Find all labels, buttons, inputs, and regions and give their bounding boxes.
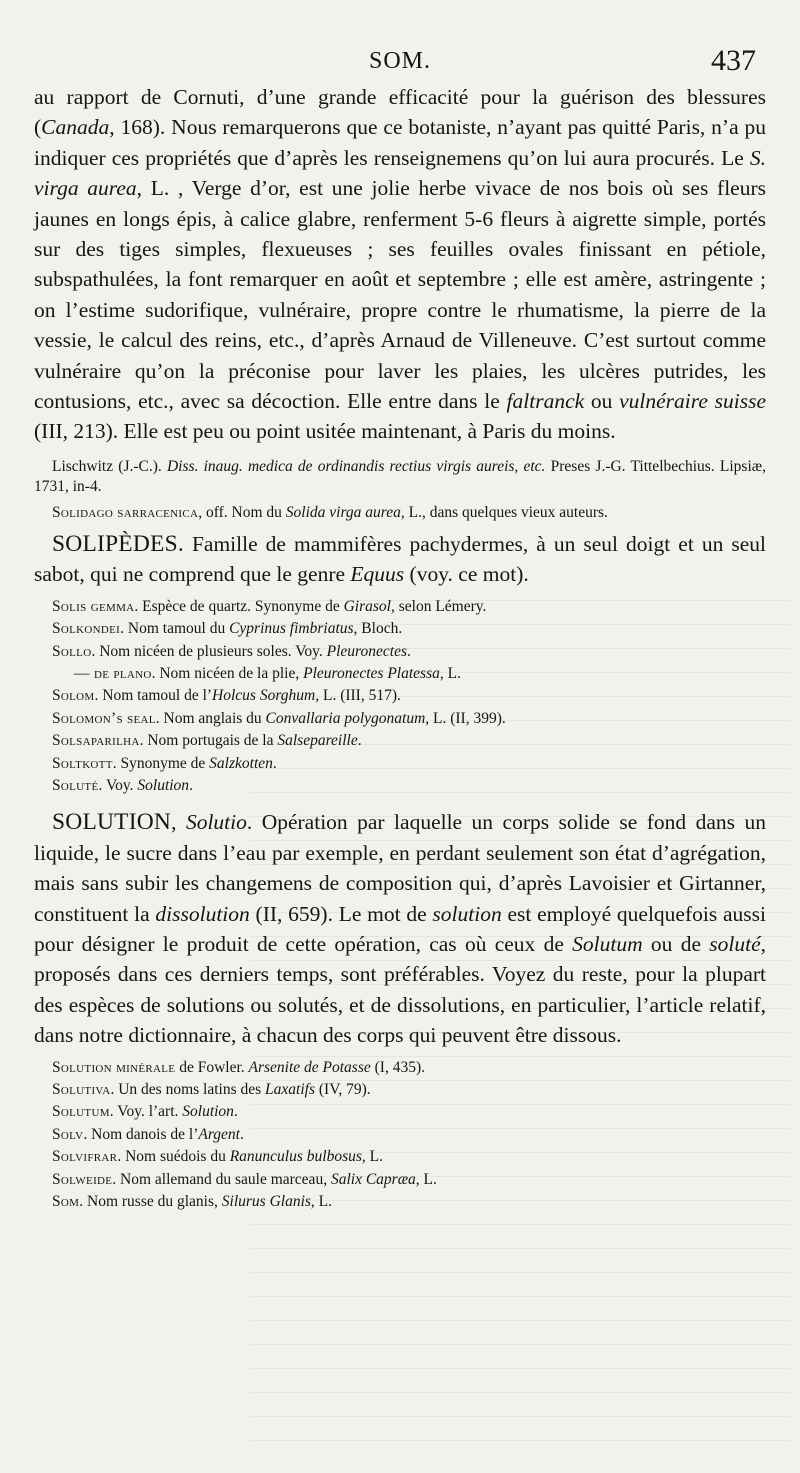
page-number: 437 — [711, 44, 756, 77]
entry-headword: Soltkott — [52, 754, 113, 772]
italic-text: Argent — [198, 1125, 240, 1143]
italic-text: vulnéraire suisse — [619, 389, 766, 414]
italic-text: Girasol — [343, 597, 391, 615]
italic-text: Solida virga aurea — [285, 503, 401, 521]
entry-headword: Solomon’s seal — [52, 709, 156, 727]
entry-solomons-seal — [34, 708, 766, 730]
paragraph-text: , — [171, 810, 186, 835]
entry-headword: Solvifrar — [52, 1148, 118, 1166]
entry-text: . Nom tamoul du — [120, 620, 230, 638]
entry-text: . Nom nicéen de plusieurs soles. Voy. — [91, 642, 327, 660]
entry-solsaparilha — [34, 730, 766, 752]
entry-text: . — [357, 732, 362, 750]
entry-headword: Solution minérale — [52, 1058, 176, 1076]
entry-text: , L., dans quelques vieux auteurs. — [400, 503, 608, 521]
entry-text: , selon Lémery. — [390, 597, 487, 615]
paragraph-text: , 168). Nous remarquerons que ce botaniste, n’ayant pas quitté Paris, n’a pu indiquer ces propriétés que d’après les renseignemens qu’on lui aura procurés. Le — [34, 115, 766, 170]
virga-aurea-paragraph — [34, 82, 766, 447]
entry-text: . Nom allemand du saule marceau, — [112, 1170, 331, 1188]
italic-text: Laxatifs — [265, 1081, 315, 1098]
entry-headword: Solsaparilha — [52, 732, 140, 750]
entry-solweide — [34, 1169, 766, 1191]
entry-text: . — [233, 1103, 238, 1121]
italic-text: solution — [432, 901, 502, 926]
entry-text: . Synonyme de — [112, 754, 210, 772]
paragraph-text: est employé quelquefois aussi pour désigner le produit de cette opération, cas où ceux de — [34, 901, 766, 956]
italic-text: Diss. inaug. medica de ordinandis rectius virgis aureis, etc. — [166, 457, 546, 475]
entry-solutum — [34, 1101, 766, 1123]
italic-text: S. virga aurea — [34, 145, 766, 201]
italic-text: dissolution — [155, 901, 250, 926]
page-body — [34, 82, 766, 1213]
entry-text: . Nom russe du glanis, — [79, 1193, 222, 1211]
entry-text: . — [407, 642, 411, 660]
italic-text: Ranunculus bulbosus — [229, 1148, 362, 1166]
entry-solute — [34, 775, 766, 797]
citation-text: Lischwitz (J.-C.). — [52, 457, 167, 475]
entry-headword: SOLIPÈDES. — [52, 530, 184, 557]
entry-text: , L. (III, 517). — [315, 687, 401, 705]
entry-headword: Sollo — [52, 642, 92, 660]
entry-text: , L. — [439, 664, 461, 682]
italic-text: Solution — [182, 1103, 234, 1121]
solution-paragraph — [34, 807, 766, 1050]
italic-text: Equus — [350, 562, 405, 587]
paragraph-text: (II, 659). Le mot de — [249, 901, 433, 926]
paragraph-text: . Opération par laquelle un corps solide se fond dans un liquide, le sucre dans l’eau par exemple, en perdant seulement son état d’agrégation, mais sans subir les changemens de composition qui, d’après Lavoisier et Girtanner, constituent la — [34, 810, 767, 926]
entry-text: (I, 435). — [370, 1058, 426, 1076]
entry-solv — [34, 1124, 766, 1146]
solipedes-paragraph — [34, 529, 766, 590]
entry-text: . — [189, 776, 193, 794]
entry-text: , L. (II, 399). — [425, 709, 506, 727]
entry-text: . Espèce de quartz. Synonyme de — [134, 597, 344, 615]
italic-text: Salix Capræa — [330, 1170, 416, 1188]
entry-solutiva — [34, 1079, 766, 1101]
paragraph-text: , L. , Verge d’or, est une jolie herbe vivace de nos bois où ses fleurs jaunes en longs épis, à calice glabre, renferment 5-6 fleurs à aigrette simple, portés sur des tiges simples, flexueuses ; ses feuilles ovales finissant en pétiole, subspathulées, la font remarquer en août et septembre ; elle est amère, astringente ; on l’estime sudorifique, vulnéraire, propre contre le rhumatisme, la pierre de la vessie, le calcul des reins, etc., d’après Arnaud de Villeneuve. C’est surtout comme vulnéraire qu’on la préconise pour laver les plaies, les ulcères putrides, les contusions, etc., avec sa décoction. Elle entre dans le — [34, 176, 767, 414]
entry-text: . Nom portugais de la — [139, 732, 278, 750]
paragraph-text: Famille de mammifères pachydermes, à un seul doigt et un seul sabot, qui ne comprend que le genre — [34, 531, 766, 587]
entry-text: . — [272, 754, 277, 772]
paragraph-text: ou — [584, 389, 620, 414]
entry-text: , off. Nom du — [198, 503, 286, 521]
italic-text: Solutio — [185, 810, 247, 835]
entry-som — [34, 1191, 766, 1213]
entry-headword: Soluté — [52, 776, 99, 794]
entry-text: de Fowler. — [175, 1058, 249, 1076]
entry-headword: Solweide — [52, 1170, 113, 1188]
entry-text: (IV, 79). — [315, 1081, 371, 1098]
entry-headword: Solom — [52, 687, 95, 705]
paragraph-text: (III, 213). Elle est peu ou point usitée maintenant, à Paris du moins. — [34, 419, 616, 444]
italic-text: Salsepareille — [277, 732, 358, 750]
italic-text: Solution — [137, 776, 190, 794]
entry-text: , L. — [361, 1148, 383, 1166]
solidago-entry — [34, 503, 766, 523]
entry-headword: Solutum — [52, 1103, 110, 1121]
entry-headword: — de plano — [74, 664, 152, 682]
entry-headword: SOLUTION — [52, 809, 172, 836]
entry-text: . Nom suédois du — [117, 1148, 230, 1166]
entry-solution-minerale — [34, 1057, 766, 1079]
italic-text: Convallaria polygonatum — [265, 709, 426, 727]
entry-text: , L. — [310, 1193, 332, 1211]
paragraph-text: au rapport de Cornuti, d’une grande efficacité pour la guérison des blessures ( — [34, 85, 766, 140]
entry-text: . — [240, 1125, 244, 1143]
entry-headword: Solis gemma — [52, 597, 135, 615]
entry-solkondei — [34, 618, 766, 640]
entry-text: , L. — [415, 1170, 437, 1188]
entry-headword: Solv — [52, 1125, 84, 1143]
entry-text: . Un des noms latins des — [110, 1081, 266, 1098]
entry-text: . Nom anglais du — [155, 709, 266, 727]
italic-text: Salzkotten — [209, 754, 273, 772]
italic-text: Silurus Glanis — [221, 1193, 311, 1211]
entry-text: . Nom danois de l’ — [83, 1125, 199, 1143]
italic-text: faltranck — [506, 389, 585, 414]
entry-de-plano — [34, 663, 766, 685]
entry-soltkott — [34, 753, 766, 775]
citation-text: Preses J.-G. Tittelbechius. Lipsiæ, 1731, in-4. — [34, 457, 766, 495]
entry-text: . Nom tamoul de l’ — [94, 687, 213, 705]
paragraph-text: (voy. ce mot). — [404, 562, 529, 587]
entry-headword: Solidago sarracenica — [52, 503, 199, 521]
entry-text: , Bloch. — [353, 620, 403, 638]
entry-text: . Voy. l’art. — [109, 1103, 183, 1121]
entry-solis-gemma — [34, 596, 766, 618]
italic-text: Arsenite de Potasse — [248, 1058, 371, 1076]
entry-headword: Solkondei — [52, 620, 121, 638]
italic-text: Pleuronectes Platessa — [303, 664, 440, 682]
italic-text: soluté — [709, 931, 761, 956]
italic-text: Solutum — [572, 931, 643, 956]
entry-headword: Som — [52, 1193, 80, 1211]
entry-solvifrar — [34, 1146, 766, 1168]
entry-text: . Nom nicéen de la plie, — [151, 664, 304, 682]
page-header — [0, 44, 800, 84]
entry-text: . Voy. — [98, 776, 138, 794]
lischwitz-bibliography — [34, 457, 766, 497]
entry-solom — [34, 685, 766, 707]
italic-text: Canada — [41, 115, 110, 140]
italic-text: Pleuronectes — [326, 642, 407, 660]
entry-sollo — [34, 641, 766, 663]
italic-text: Cyprinus fimbriatus — [229, 620, 354, 638]
paragraph-text: , proposés dans ces derniers temps, sont préférables. Voyez du reste, pour la plupart des espèces de solutions ou solutés, et de dissolutions, en particulier, l’article relatif, dans notre dictionnaire, à chacun des corps qui peuvent être dissous. — [34, 931, 766, 1048]
running-head: SOM. — [368, 48, 432, 74]
entry-headword: Solutiva — [52, 1081, 111, 1098]
italic-text: Holcus Sorghum — [212, 687, 316, 705]
paragraph-text: ou de — [642, 931, 710, 956]
